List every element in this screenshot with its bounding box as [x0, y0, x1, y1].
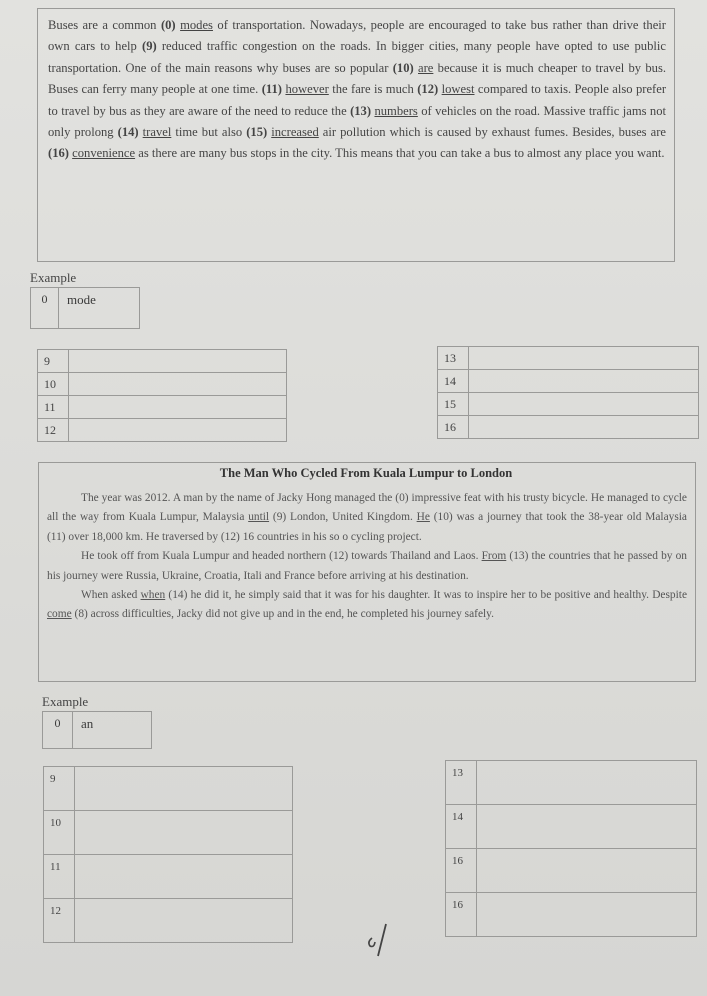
- answer-row: [438, 370, 699, 393]
- passage-1-segment: compared to taxis. People also prefer to travel by bus as they are aware of the need to reduce the: [48, 82, 667, 118]
- passage-2-paragraph: [47, 547, 687, 586]
- example-1-number: 0: [31, 288, 59, 328]
- example-1-value: mode: [67, 292, 96, 307]
- answer-blank[interactable]: [477, 805, 697, 849]
- passage-2-box: [38, 462, 696, 682]
- passage-1-segment: travel: [142, 125, 172, 140]
- passage-1-segment: as there are many bus stops in the city. This means that you can take a bus to almost any place you want.: [135, 146, 665, 161]
- answer-blank[interactable]: [69, 350, 287, 373]
- passage-1-segment: lowest: [441, 82, 475, 97]
- answer-row: [446, 849, 697, 893]
- example-2-number: 0: [43, 712, 73, 748]
- passage-2-segment: when: [140, 589, 166, 602]
- answer-row: [438, 347, 699, 370]
- answer-blank[interactable]: [477, 849, 697, 893]
- example-2-box: [42, 711, 152, 749]
- answer-number: 14: [446, 805, 477, 849]
- passage-2-segment: From: [481, 550, 507, 563]
- example-2-label: Example: [42, 694, 89, 709]
- answer-row: [44, 899, 293, 943]
- answer-number: 11: [44, 855, 75, 899]
- answer-number: 10: [44, 811, 75, 855]
- passage-2-paragraph: [47, 586, 687, 625]
- example-2-value: an: [81, 716, 94, 731]
- answer-table-1-left: [37, 349, 287, 442]
- answer-row: [446, 805, 697, 849]
- passage-1-segment: convenience: [72, 146, 136, 161]
- passage-1-segment: of transportation. Nowadays, people are encouraged to take bus rather than drive their own cars to help: [48, 18, 666, 54]
- answer-row: [446, 761, 697, 805]
- passage-1-segment: of vehicles on the road. Massive traffic jams not only prolong: [48, 103, 667, 140]
- answer-blank[interactable]: [69, 419, 287, 442]
- passage-1-segment: (10): [392, 60, 414, 75]
- passage-2-paragraph: [47, 489, 687, 547]
- answer-table-2-right: [445, 760, 697, 937]
- answer-blank[interactable]: [69, 396, 287, 419]
- passage-2-segment: (10) was a journey that took the 38-year old Malaysia (11) over 18,000 km. He traversed by (12) 16 countries in his so o cycling project.: [47, 511, 687, 543]
- passage-2-text: [47, 489, 687, 625]
- answer-blank[interactable]: [469, 370, 699, 393]
- passage-1-segment: (13): [350, 103, 372, 118]
- answer-blank[interactable]: [477, 761, 697, 805]
- answer-row: [44, 767, 293, 811]
- answer-number: 12: [44, 899, 75, 943]
- passage-1-segment: (15): [246, 125, 268, 140]
- answer-blank[interactable]: [75, 811, 293, 855]
- passage-1-segment: (14): [117, 125, 139, 140]
- answer-number: 14: [438, 370, 469, 393]
- passage-1-box: [37, 8, 675, 262]
- passage-2-segment: (9) London, United Kingdom.: [269, 511, 417, 524]
- example-1-label: Example: [30, 270, 77, 285]
- passage-2-title: The Man Who Cycled From Kuala Lumpur to London: [219, 466, 513, 480]
- passage-1-segment: the fare is much: [328, 82, 418, 97]
- answer-number: 10: [38, 373, 69, 396]
- passage-2-segment: until: [248, 511, 270, 524]
- handwritten-score-signature: [364, 920, 394, 960]
- passage-2-segment: come: [47, 608, 72, 621]
- passage-2-segment: (8) across difficulties, Jacky did not give up and in the end, he completed his journey safely.: [71, 608, 494, 621]
- passage-1-segment: (9): [142, 39, 157, 54]
- answer-number: 15: [438, 393, 469, 416]
- answer-number: 13: [446, 761, 477, 805]
- answer-number: 16: [446, 849, 477, 893]
- answer-row: [38, 419, 287, 442]
- example-1-box: [30, 287, 140, 329]
- passage-1-text: [48, 15, 666, 165]
- answer-blank[interactable]: [469, 416, 699, 439]
- answer-row: [38, 350, 287, 373]
- passage-2-segment: The year was 2012. A man by the name of Jacky Hong managed the (0) impressive feat with his trusty bicycle. He managed to cycle all the way from Kuala Lumpur, Malaysia: [47, 492, 687, 524]
- passage-1-segment: numbers: [374, 103, 418, 118]
- answer-row: [438, 416, 699, 439]
- answer-table-1-right: [437, 346, 699, 439]
- answer-number: 9: [38, 350, 69, 373]
- answer-number: 12: [38, 419, 69, 442]
- passage-1-segment: air pollution which is caused by exhaust fumes. Besides, buses are: [318, 125, 666, 140]
- passage-1-segment: however: [285, 82, 329, 97]
- answer-table-2-left: [43, 766, 293, 943]
- answer-blank[interactable]: [75, 899, 293, 943]
- passage-2-segment: He took off from Kuala Lumpur and headed northern (12) towards Thailand and Laos.: [81, 550, 482, 563]
- answer-number: 16: [438, 416, 469, 439]
- passage-1-segment: because it is much cheaper to travel by bus. Buses can ferry many people at one time.: [48, 60, 666, 97]
- passage-1-segment: Buses are a common: [48, 18, 161, 32]
- answer-number: 9: [44, 767, 75, 811]
- passage-1-segment: are: [418, 60, 434, 75]
- answer-blank[interactable]: [477, 893, 697, 937]
- answer-blank[interactable]: [469, 393, 699, 416]
- answer-number: 16: [446, 893, 477, 937]
- answer-row: [38, 373, 287, 396]
- passage-1-segment: increased: [271, 125, 319, 140]
- passage-1-segment: time but also: [171, 125, 247, 140]
- passage-1-segment: modes: [180, 18, 213, 32]
- passage-1-segment: (11): [261, 82, 283, 97]
- answer-blank[interactable]: [69, 373, 287, 396]
- answer-row: [438, 393, 699, 416]
- passage-1-segment: (0): [160, 18, 181, 32]
- passage-1-segment: reduced traffic congestion on the roads. In bigger cities, many people have opted to use public transportation. One of the main reasons why buses are so popular: [48, 39, 666, 75]
- answer-blank[interactable]: [75, 767, 293, 811]
- answer-row: [446, 893, 697, 937]
- answer-number: 13: [438, 347, 469, 370]
- answer-number: 11: [38, 396, 69, 419]
- answer-blank[interactable]: [75, 855, 293, 899]
- answer-row: [44, 855, 293, 899]
- passage-2-segment: When asked: [81, 589, 141, 602]
- answer-row: [38, 396, 287, 419]
- passage-2-segment: (13) the countries that he passed by on his journey were Russia, Ukraine, Croatia, Itali and France before arriving at his destination.: [47, 550, 687, 582]
- passage-1-segment: (16): [48, 146, 69, 161]
- passage-2-segment: (14) he did it, he simply said that it was for his daughter. It was to inspire her to be positive and healthy. Despite: [165, 589, 688, 602]
- passage-2-segment: He: [416, 511, 430, 524]
- passage-1-segment: (12): [417, 82, 439, 97]
- answer-blank[interactable]: [469, 347, 699, 370]
- answer-row: [44, 811, 293, 855]
